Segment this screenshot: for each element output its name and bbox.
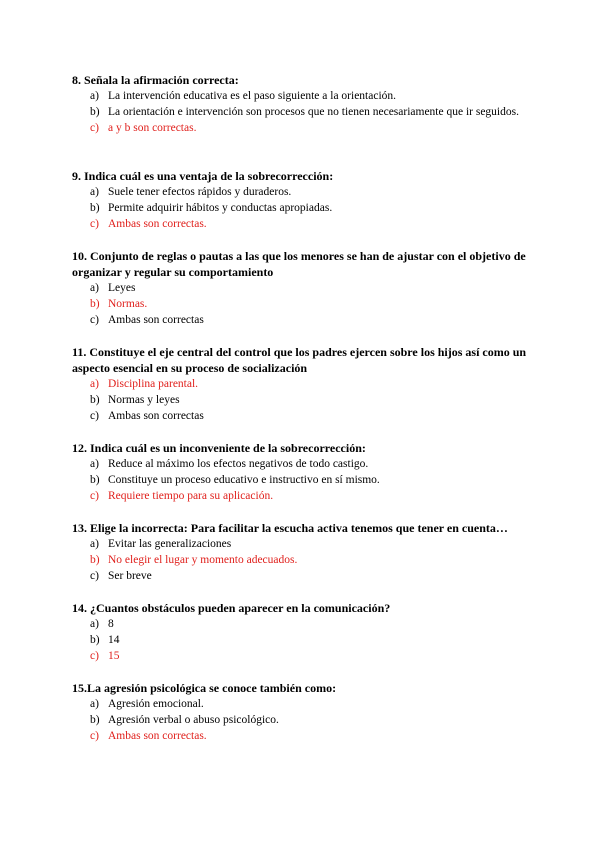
question-13 (72, 520, 532, 584)
option-a (72, 184, 532, 200)
option-a (72, 88, 532, 104)
option-text: No elegir el lugar y momento adecuados. (108, 554, 298, 566)
option-text: a y b son correctas. (108, 122, 197, 134)
option-letter: a) (90, 90, 99, 102)
option-letter: b) (90, 474, 100, 486)
option-c (72, 120, 532, 136)
option-letter: b) (90, 634, 100, 646)
option-text: Leyes (108, 282, 136, 294)
question-title: 10. Conjunto de reglas o pautas a las que los menores se han de ajustar con el objetivo de organizar y regular su comportamiento (72, 249, 526, 279)
option-text: Ambas son correctas (108, 410, 204, 422)
option-b (72, 200, 532, 216)
question-title: 14. ¿Cuantos obstáculos pueden aparecer en la comunicación? (72, 601, 391, 615)
option-a (72, 376, 532, 392)
option-text: Ambas son correctas. (108, 218, 207, 230)
option-b (72, 472, 532, 488)
option-text: Ambas son correctas (108, 314, 204, 326)
option-a (72, 536, 532, 552)
option-letter: a) (90, 618, 99, 630)
option-text: Reduce al máximo los efectos negativos de todo castigo. (108, 458, 369, 470)
option-letter: a) (90, 458, 99, 470)
option-a (72, 280, 532, 296)
question-title: 15.La agresión psicológica se conoce también como: (72, 681, 337, 695)
option-text: 14 (108, 634, 120, 646)
option-list (72, 536, 532, 584)
option-letter: b) (90, 714, 100, 726)
option-text: 15 (108, 650, 120, 662)
option-b (72, 392, 532, 408)
question-10 (72, 248, 532, 328)
option-letter: c) (90, 570, 99, 582)
option-letter: a) (90, 282, 99, 294)
option-letter: b) (90, 202, 100, 214)
option-text: Disciplina parental. (108, 378, 199, 390)
option-letter: b) (90, 394, 100, 406)
option-c (72, 568, 532, 584)
option-text: Agresión emocional. (108, 698, 204, 710)
option-text: La intervención educativa es el paso siguiente a la orientación. (108, 90, 397, 102)
option-text: Ambas son correctas. (108, 730, 207, 742)
option-text: Agresión verbal o abuso psicológico. (108, 714, 279, 726)
option-text: Suele tener efectos rápidos y duraderos. (108, 186, 292, 198)
option-letter: a) (90, 538, 99, 550)
option-letter: b) (90, 298, 100, 310)
option-letter: c) (90, 314, 99, 326)
question-15 (72, 680, 532, 744)
option-letter: a) (90, 378, 99, 390)
option-list (72, 184, 532, 232)
question-12 (72, 440, 532, 504)
option-list (72, 456, 532, 504)
option-b (72, 104, 532, 120)
question-8 (72, 72, 532, 136)
option-b (72, 712, 532, 728)
question-title: 9. Indica cuál es una ventaja de la sobrecorrección: (72, 169, 334, 183)
question-11 (72, 344, 532, 424)
option-letter: c) (90, 490, 99, 502)
option-letter: a) (90, 698, 99, 710)
question-title: 13. Elige la incorrecta: Para facilitar la escucha activa tenemos que tener en cuenta… (72, 521, 508, 535)
option-text: Evitar las generalizaciones (108, 538, 232, 550)
option-b (72, 632, 532, 648)
option-b (72, 552, 532, 568)
option-letter: c) (90, 730, 99, 742)
option-text: Constituye un proceso educativo e instructivo en sí mismo. (108, 474, 380, 486)
option-a (72, 616, 532, 632)
option-text: 8 (108, 618, 114, 630)
question-title: 11. Constituye el eje central del control que los padres ejercen sobre los hijos así como un aspecto esencial en su proceso de socialización (72, 345, 527, 375)
option-letter: b) (90, 106, 100, 118)
option-text: Normas. (108, 298, 148, 310)
option-b (72, 296, 532, 312)
option-text: Normas y leyes (108, 394, 180, 406)
question-title: 8. Señala la afirmación correcta: (72, 73, 239, 87)
option-c (72, 216, 532, 232)
option-list (72, 280, 532, 328)
option-letter: c) (90, 410, 99, 422)
option-c (72, 408, 532, 424)
option-letter: c) (90, 650, 99, 662)
option-c (72, 728, 532, 744)
option-letter: c) (90, 218, 99, 230)
question-14 (72, 600, 532, 664)
option-text: Permite adquirir hábitos y conductas apropiadas. (108, 202, 333, 214)
option-list (72, 376, 532, 424)
option-a (72, 456, 532, 472)
option-c (72, 488, 532, 504)
option-c (72, 648, 532, 664)
question-9 (72, 168, 532, 232)
question-title: 12. Indica cuál es un inconveniente de la sobrecorrección: (72, 441, 366, 455)
option-text: La orientación e intervención son procesos que no tienen necesariamente que ir seguidos. (108, 106, 519, 118)
option-text: Ser breve (108, 570, 152, 582)
option-letter: a) (90, 186, 99, 198)
option-a (72, 696, 532, 712)
option-list (72, 616, 532, 664)
option-letter: b) (90, 554, 100, 566)
option-list (72, 88, 532, 136)
option-c (72, 312, 532, 328)
option-list (72, 696, 532, 744)
option-letter: c) (90, 122, 99, 134)
option-text: Requiere tiempo para su aplicación. (108, 490, 274, 502)
